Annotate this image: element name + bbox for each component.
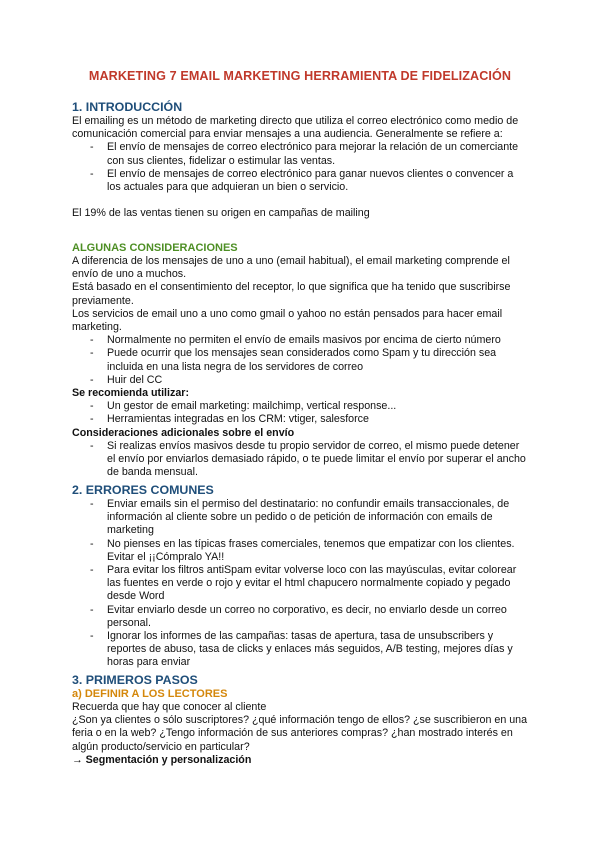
bullet-list	[72, 440, 528, 480]
paragraph: Los servicios de email uno a uno como gmail o yahoo no están pensados para hacer email marketing.	[72, 307, 503, 334]
section-heading: 2. ERRORES COMUNES	[72, 483, 214, 497]
list-item: - Si realizas envíos masivos desde tu propio servidor de correo, el mismo puede detener el envío por enviarlos demasiado rápido, o te puede limitar el envío por superar el ancho de banda mensual.	[90, 439, 526, 479]
bullet-list	[72, 400, 528, 426]
list-item: - Herramientas integradas en los CRM: vtiger, salesforce	[90, 413, 369, 426]
list-item: - No pienses en las típicas frases comerciales, tenemos que empatizar con los clientes. Evitar el ¡¡Cómpralo YA!!	[90, 537, 515, 563]
list-item: - Para evitar los filtros antiSpam evitar volverse loco con las mayúsculas, evitar colorear las fuentes en verde o rojo y evitar el html chapucero normalmente copiado y pegado desde Word	[90, 564, 517, 603]
section-consideraciones	[72, 242, 528, 479]
bold-label: Se recomienda utilizar:	[72, 387, 190, 400]
list-item: - Enviar emails sin el permiso del destinatario: no confundir emails transaccionales, de información al cliente sobre un pedido o de petición de información con emails de marketing	[90, 498, 510, 537]
bold-label: Consideraciones adicionales sobre el envío	[72, 426, 295, 439]
bullet-list	[72, 141, 528, 194]
section-introduccion	[72, 100, 528, 220]
paragraph: Está basado en el consentimiento del receptor, lo que significa que ha tenido que suscribirse previamente.	[72, 281, 511, 307]
bullet-list	[72, 334, 528, 387]
list-item: - Puede ocurrir que los mensajes sean considerados como Spam y tu dirección sea incluida en una lista negra de los servidores de correo	[90, 347, 497, 373]
document-title: MARKETING 7 EMAIL MARKETING HERRAMIENTA DE FIDELIZACIÓN	[88, 69, 512, 83]
list-item: - Evitar enviarlo desde un correo no corporativo, es decir, no enviarlo desde un correo personal.	[90, 603, 507, 629]
paragraph: El emailing es un método de marketing directo que utiliza el correo electrónico como medio de comunicación comercial para enviar mensajes a una audiencia. Generalmente se refiere a:	[72, 115, 519, 141]
paragraph: Recuerda que hay que conocer al cliente	[72, 701, 267, 713]
paragraph: A diferencia de los mensajes de uno a uno (email habitual), el email marketing comprende el envío de uno a muchos.	[72, 255, 510, 281]
list-item: - Normalmente no permiten el envío de emails masivos por encima de cierto número	[90, 334, 501, 347]
list-item: - El envío de mensajes de correo electrónico para mejorar la relación de un comerciante con sus clientes, fidelizar o estimular las ventas.	[90, 141, 519, 167]
bullet-list	[72, 498, 528, 670]
list-item: - El envío de mensajes de correo electrónico para ganar nuevos clientes o convencer a los actuales para que adquieran un bien o servicio.	[90, 167, 514, 194]
list-item: - Huir del CC	[90, 373, 163, 386]
section-heading: 3. PRIMEROS PASOS	[72, 673, 198, 687]
list-item: - Un gestor de email marketing: mailchimp, vertical response...	[90, 400, 397, 413]
section-errores-comunes	[72, 483, 528, 670]
paragraph: ¿Son ya clientes o sólo suscriptores? ¿qué información tengo de ellos? ¿se suscribieron en una feria o en la web? ¿Tengo información de sus anteriores compras? ¿han mostrado interés en algún producto/servicio en particular?	[72, 714, 528, 753]
arrow-line: → Segmentación y personalización	[72, 753, 252, 766]
subsection-heading: ALGUNAS CONSIDERACIONES	[72, 242, 238, 254]
list-item: - Ignorar los informes de las campañas: tasas de apertura, tasa de unsubscribers y reportes de abuso, tasa de clicks y enlaces más seguidos, A/B testing, mejores días y horas para enviar	[90, 630, 513, 669]
section-primeros-pasos	[72, 673, 528, 767]
subsection-heading: a) DEFINIR A LOS LECTORES	[72, 688, 228, 700]
section-heading: 1. INTRODUCCIÓN	[72, 100, 183, 114]
paragraph: El 19% de las ventas tienen su origen en campañas de mailing	[72, 207, 370, 220]
